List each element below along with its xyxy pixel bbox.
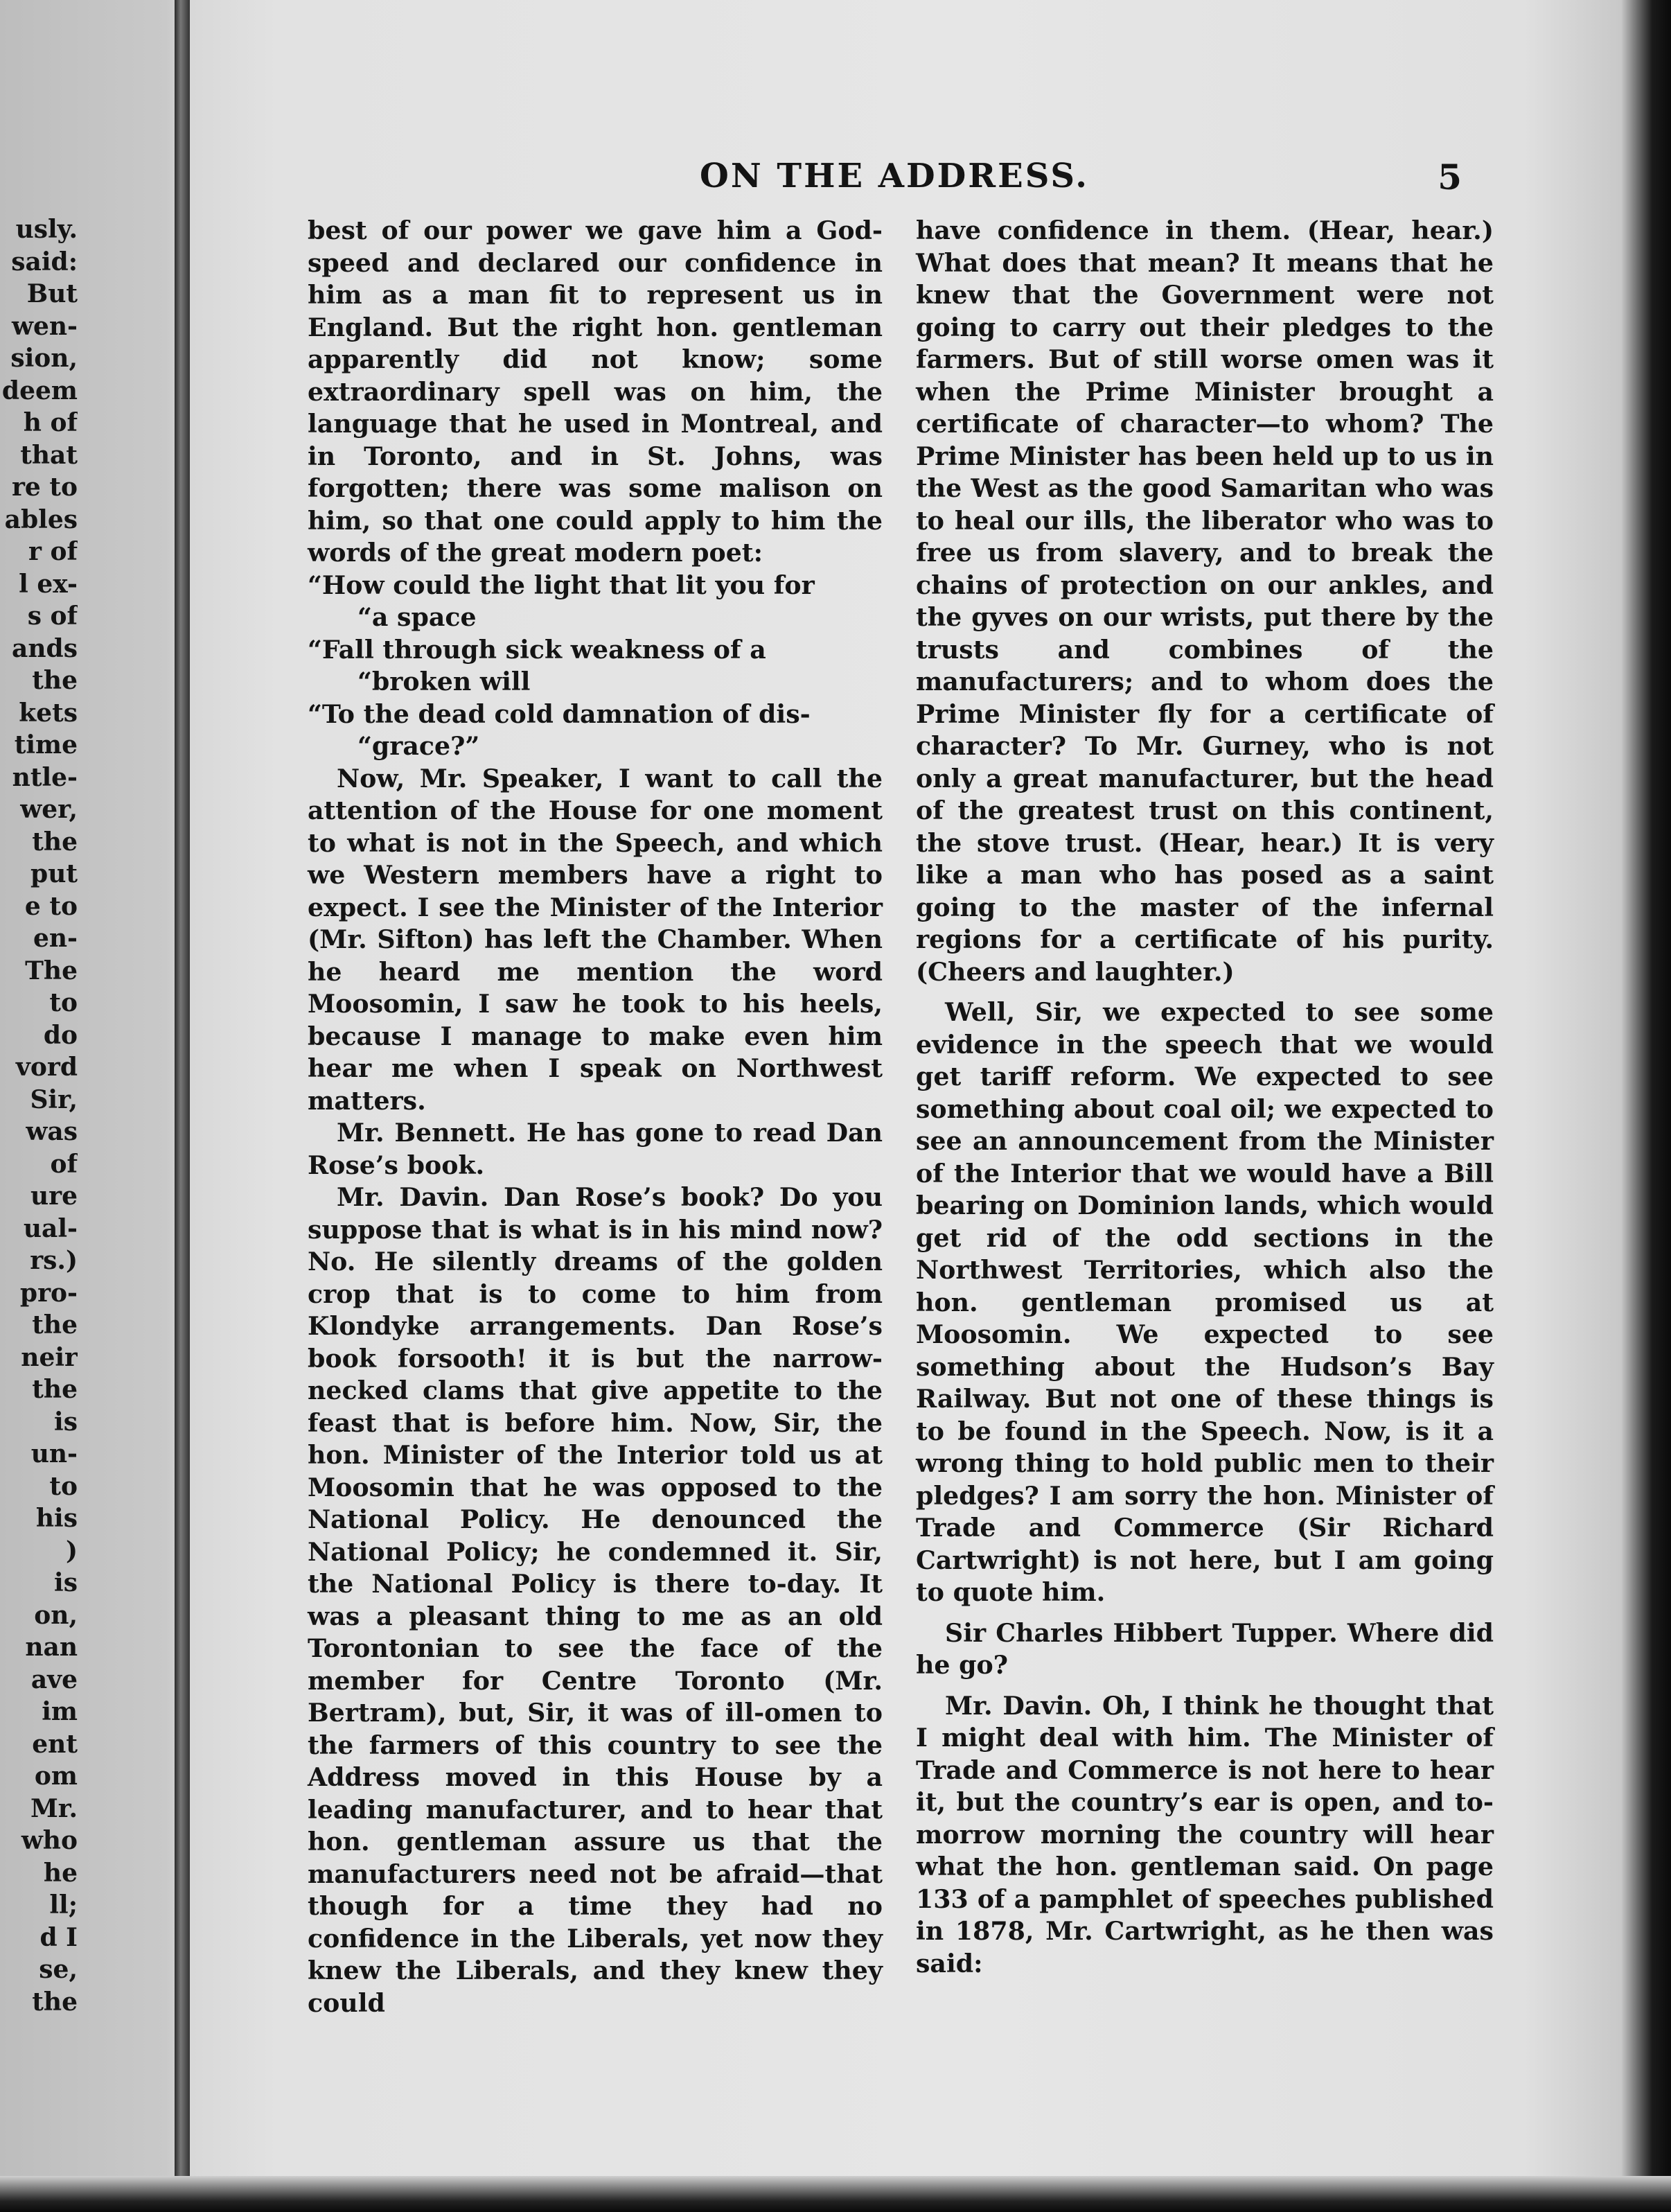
fragment-line: h of: [23, 408, 78, 437]
fragment-line: ent: [32, 1729, 78, 1759]
fragment-line: Sir,: [30, 1085, 78, 1114]
fragment-line: his: [35, 1504, 78, 1533]
fragment-line: om: [34, 1762, 78, 1791]
fragment-line: s of: [27, 602, 78, 631]
fragment-line: was: [26, 1117, 78, 1146]
poem-quote: [308, 570, 883, 763]
previous-page-fragment: [0, 213, 78, 2018]
fragment-line: said:: [11, 247, 78, 276]
fragment-line: en-: [33, 924, 78, 953]
fragment-line: that: [20, 440, 78, 470]
paragraph: Mr. Davin. Dan Rose’s book? Do you suppose that is what is in his mind now? No. He silently dreams of the golden crop that is to come to him from Klondyke arrangements. Dan Rose’s book forsooth! it is but the narrow-necked clams that give appetite to the feast that is before him. Now, Sir, the hon. Minister of the Interior told us at Moosomin that he was opposed to the National Policy. He denounced the National Policy; he condemned it. Sir, the National Policy is there to-day. It was a pleasant thing to me as an old Torontonian to see the face of the member for Centre Toronto (Mr. Bertram), but, Sir, it was of ill-omen to the farmers of this country to see the Address moved in this House by a leading manufacturer, and to hear that hon. gentleman assure us that the manufacturers need not be afraid—that though for a time they had no confidence in the Liberals, yet now they knew the Liberals, and they knew they could: [308, 1182, 883, 2018]
paragraph: Now, Mr. Speaker, I want to call the attention of the House for one moment to what is not in the Speech, and which we Western members have a right to expect. I see the Minister of the Interior (Mr. Sifton) has left the Chamber. When he heard me mention the word Moosomin, I saw he took to his heels, because I manage to make even him hear me when I speak on Northwest matters.: [308, 763, 883, 1116]
fragment-line: he: [43, 1858, 78, 1888]
fragment-line: l ex-: [19, 569, 78, 599]
running-header: [693, 157, 1462, 205]
binding-gutter: [175, 0, 190, 2212]
verse-line: “Fall through sick weakness of a: [308, 634, 766, 665]
fragment-line: ntle-: [12, 762, 78, 792]
fragment-line: ables: [4, 504, 78, 534]
page-number: 5: [1438, 157, 1462, 198]
fragment-line: the: [32, 827, 78, 857]
fragment-line: vord: [15, 1053, 78, 1082]
fragment-line: ual-: [23, 1213, 78, 1243]
fragment-line: time: [14, 730, 78, 760]
fragment-line: But: [26, 279, 78, 308]
fragment-line: on,: [34, 1600, 78, 1630]
fragment-line: to: [49, 1471, 78, 1501]
fragment-line: to: [49, 988, 78, 1017]
fragment-line: ave: [30, 1665, 78, 1694]
paragraph: Mr. Davin. Oh, I think he thought that I might deal with him. The Minister of Trade and Commerce is not here to hear it, but the country’s ear is open, and to-morrow morning the country will hear what the hon. gentleman said. On page 133 of a pamphlet of speeches published in 1878, Mr. Cartwright, as he then was said:: [916, 1690, 1494, 1978]
fragment-line: is: [54, 1568, 78, 1597]
fragment-line: ure: [30, 1182, 78, 1211]
fragment-line: wer,: [20, 795, 78, 824]
fragment-line: im: [42, 1697, 78, 1726]
header-title: ON THE ADDRESS.: [700, 157, 1090, 195]
fragment-line: the: [32, 666, 78, 695]
fragment-line: ): [65, 1536, 78, 1565]
fragment-line: e to: [24, 891, 78, 921]
fragment-line: ands: [12, 633, 78, 663]
fragment-line: the: [32, 1310, 78, 1340]
paragraph: Mr. Bennett. He has gone to read Dan Rose’s book.: [308, 1118, 883, 1180]
right-column: [916, 215, 1494, 1980]
verse-line: “broken will: [357, 667, 531, 696]
left-column: [308, 215, 883, 2019]
fragment-line: kets: [19, 698, 78, 728]
verse-line: “a space: [357, 602, 477, 632]
fragment-line: deem: [1, 376, 78, 405]
fragment-line: wen-: [11, 311, 78, 341]
fragment-line: nan: [25, 1633, 78, 1662]
paragraph: have confidence in them. (Hear, hear.) What does that mean? It means that he knew that the Government were not going to carry out their pledges to the farmers. But of still worse omen was it when the Prime Minister brought a certificate of character—to whom? The Prime Minister has been held up to us in the West as the good Samaritan who was to heal our ills, the liberator who was to free us from slavery, and to break the chains of protection on our ankles, and the gyves on our wrists, put there by the trusts and combines of the manufacturers; and to whom does the Prime Minister fly for a certificate of character? To Mr. Gurney, who is not only a great manufacturer, but the head of the greatest trust on this continent, the stove trust. (Hear, hear.) It is very like a man who has posed as a saint going to the master of the infernal regions for a certificate of his purity. (Cheers and laughter.): [916, 216, 1494, 987]
fragment-line: r of: [28, 537, 78, 566]
fragment-line: The: [25, 956, 78, 985]
fragment-line: d I: [39, 1922, 78, 1952]
fragment-line: rs.): [30, 1246, 78, 1275]
fragment-line: sion,: [10, 344, 78, 373]
fragment-line: Mr.: [30, 1793, 78, 1823]
fragment-line: of: [50, 1149, 78, 1179]
fragment-line: the: [32, 1375, 78, 1404]
fragment-line: put: [30, 859, 78, 888]
fragment-line: re to: [11, 473, 78, 502]
page-bottom-edge: [0, 2176, 1671, 2212]
paragraph: best of our power we gave him a God-speed and declared our confidence in him as a man fit to represent us in England. But the right hon. gentleman apparently did not know; some extraordinary spell was on him, the language that he used in Montreal, and in Toronto, and in St. Johns, was forgotten; there was some malison on him, so that one could apply to him the words of the great modern poet:: [308, 216, 883, 568]
paragraph: Well, Sir, we expected to see some evidence in the speech that we would get tariff reform. We expected to see something about coal oil; we expected to see an announcement from the Minister of the Interior that we would have a Bill bearing on Dominion lands, which would get rid of the odd sections in the Northwest Territories, which also the hon. gentleman promised us at Moosomin. We expected to see something about the Hudson’s Bay Railway. But not one of these things is to be found in the Speech. Now, is it a wrong thing to hold public men to their pledges? I am sorry the hon. Minister of Trade and Commerce (Sir Richard Cartwright) is not here, but I am going to quote him.: [916, 997, 1494, 1607]
verse-line: “How could the light that lit you for: [308, 570, 815, 600]
verse-line: “grace?”: [357, 731, 480, 761]
fragment-line: the: [32, 1987, 78, 2017]
verse-line: “To the dead cold damnation of dis-: [308, 699, 811, 729]
fragment-line: se,: [39, 1955, 78, 1984]
fragment-line: do: [43, 1020, 78, 1050]
fragment-line: neir: [21, 1342, 78, 1372]
fragment-line: un-: [30, 1439, 78, 1468]
fragment-line: who: [21, 1826, 78, 1855]
fragment-line: is: [54, 1407, 78, 1437]
fragment-line: usly.: [15, 215, 78, 244]
fragment-line: pro-: [19, 1278, 78, 1308]
fragment-line: ll;: [49, 1890, 78, 1920]
paragraph: Sir Charles Hibbert Tupper. Where did he go?: [916, 1617, 1494, 1680]
